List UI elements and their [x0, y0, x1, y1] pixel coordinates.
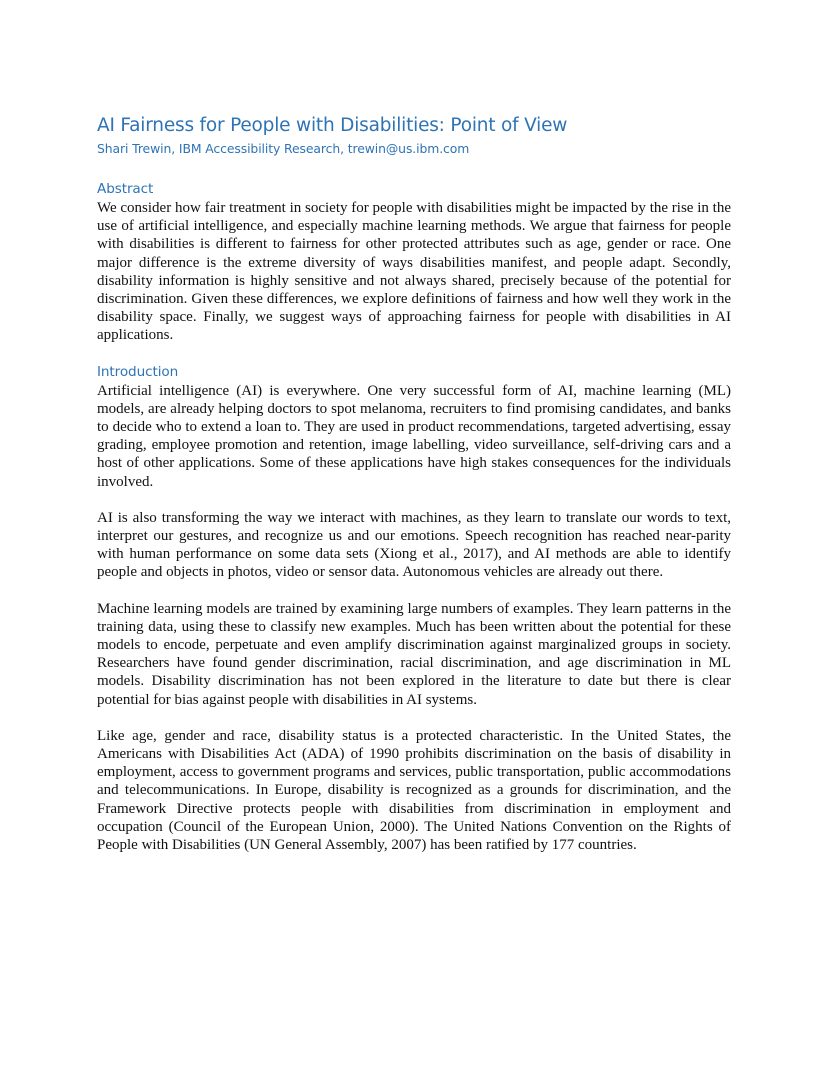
introduction-section [97, 363, 731, 855]
intro-paragraph-2: AI is also transforming the way we interact with machines, as they learn to translate our words to text, interpret our gestures, and recognize us and our emotions. Speech recognition has reached near-parity with human performance on some data sets (Xiong et al., 2017), and AI methods are able to identify people and objects in photos, video or sensor data. Autonomous vehicles are already out there. [97, 509, 731, 581]
spacer [97, 709, 731, 727]
paper-title: AI Fairness for People with Disabilities: Point of View [97, 115, 568, 136]
abstract-paragraph: We consider how fair treatment in society for people with disabilities might be impacted by the rise in the use of artificial intelligence, and especially machine learning methods. We argue that fairness for people with disabilities is different to fairness for other protected attributes such as age, gender or race. One major difference is the extreme diversity of ways disabilities manifest, and people adapt. Secondly, disability information is highly sensitive and not always shared, precisely because of the potential for discrimination. Given these differences, we explore definitions of fairness and how well they work in the disability space. Finally, we suggest ways of approaching fairness for people with disabilities in AI applications. [97, 200, 731, 344]
author-byline: Shari Trewin, IBM Accessibility Research, trewin@us.ibm.com [97, 141, 470, 156]
section-heading-introduction: Introduction [97, 363, 179, 380]
spacer [97, 491, 731, 509]
document-page [97, 112, 731, 854]
spacer [97, 158, 731, 180]
spacer [97, 345, 731, 363]
intro-paragraph-3: Machine learning models are trained by examining large numbers of examples. They learn patterns in the training data, using these to classify new examples. Much has been written about the potential for these models to encode, perpetuate and even amplify discrimination against marginalized groups in society. Researchers have found gender discrimination, racial discrimination, and age discrimination in ML models. Disability discrimination has not been explored in the literature to date but there is clear potential for bias against people with disabilities in AI systems. [97, 600, 731, 708]
section-heading-abstract: Abstract [97, 181, 154, 197]
abstract-section [97, 180, 731, 345]
spacer [97, 582, 731, 600]
intro-paragraph-4: Like age, gender and race, disability status is a protected characteristic. In the United States, the Americans with Disabilities Act (ADA) of 1990 prohibits discrimination on the basis of disability in employment, access to government programs and services, public transportation, public accommodations and telecommunications. In Europe, disability is recognized as a grounds for discrimination, and the Framework Directive protects people with disabilities from discrimination in employment and occupation (Council of the European Union, 2000). The United Nations Convention on the Rights of People with Disabilities (UN General Assembly, 2007) has been ratified by 177 countries. [97, 727, 731, 854]
intro-paragraph-1: Artificial intelligence (AI) is everywhere. One very successful form of AI, machine learning (ML) models, are already helping doctors to spot melanoma, recruiters to find promising candidates, and banks to decide who to extend a loan to. They are used in product recommendations, targeted advertising, essay grading, employee promotion and retention, image labelling, video surveillance, self-driving cars and a host of other applications. Some of these applications have high stakes consequences for the individuals involved. [97, 382, 731, 490]
